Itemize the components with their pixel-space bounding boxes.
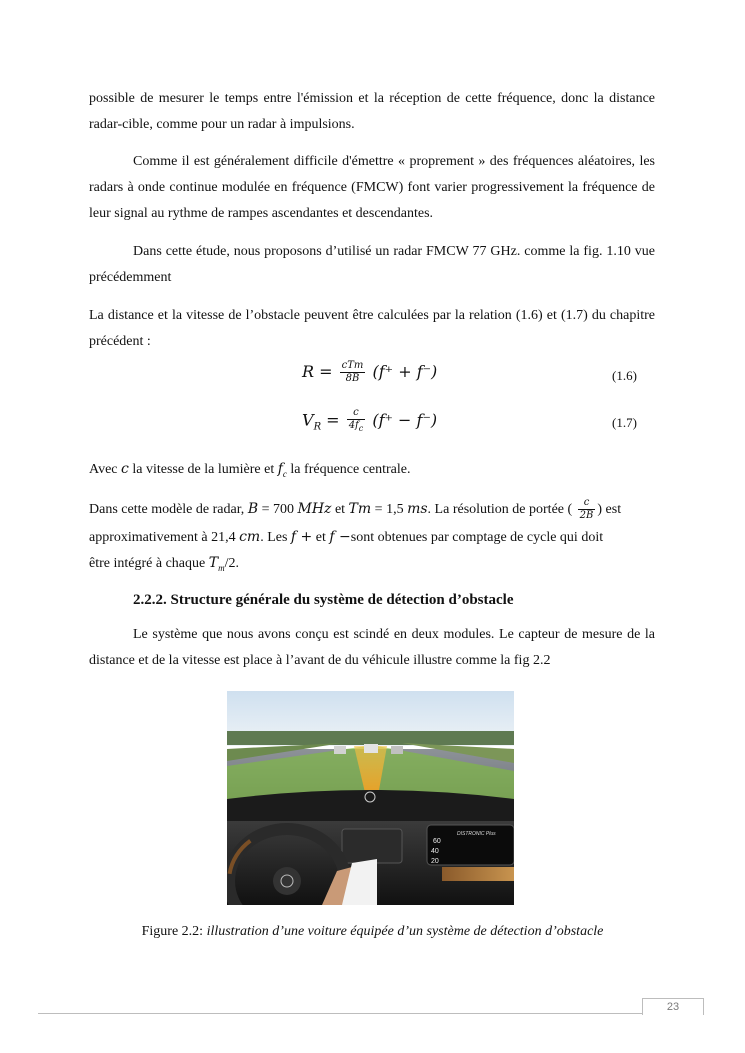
eq2-denominator <box>347 420 366 435</box>
model-cm: cm <box>239 529 261 545</box>
eq2-numerator: c <box>347 407 366 420</box>
center-display <box>342 829 402 863</box>
eq2-fraction <box>347 407 366 435</box>
model-line2-d: sont obtenues par comptage de cycle qui doit <box>350 530 604 545</box>
paragraph-5: Le système que nous avons conçu est scindé en deux modules. Le capteur de mesure de la distance et de la vitesse est place à l’avant de du véhicule illustre comme la fig 2.2 <box>89 627 655 668</box>
paragraph-4: La distance et la vitesse de l’obstacle peuvent être calculées par la relation (1.6) et (1.7) du chapitre précédent : <box>89 308 655 349</box>
caption-label: Figure 2.2: <box>141 924 207 939</box>
model-line3-sub: m <box>218 562 225 573</box>
paragraph-avec <box>89 456 655 487</box>
paragraph-1: possible de mesurer le temps entre l'émission et la réception de cette fréquence, donc la distance radar-cible, comme pour un radar à impulsions. <box>89 91 655 132</box>
model-frac-den: 2B <box>579 510 594 522</box>
avec-fsub: c <box>282 468 287 479</box>
section-heading: 2.2.2. Structure générale du système de détection d’obstacle <box>133 592 514 608</box>
model-fplus: f + <box>290 529 313 545</box>
treeline <box>227 731 514 745</box>
paragraph-3: Dans cette étude, nous proposons d’utilisé un radar FMCW 77 GHz. comme la fig. 1.10 vue précédemment <box>89 244 655 285</box>
figure-illustration <box>227 691 514 905</box>
figure-caption <box>0 924 745 940</box>
model-line2-c: et <box>312 530 330 545</box>
eq1-rhs: (f⁺ + f⁻) <box>372 362 438 381</box>
eq1-numerator: cTm <box>341 360 364 371</box>
model-line3-T: T <box>208 555 219 571</box>
eq2-lhs-sub: R <box>313 421 322 433</box>
gauge-60: 60 <box>433 838 441 845</box>
page-number: 23 <box>642 998 704 1015</box>
car-ahead-left <box>334 746 346 754</box>
eq2-equals: = <box>321 410 340 430</box>
model-tm: Tm <box>348 501 372 517</box>
avec-f: f <box>277 461 283 477</box>
avec-t2: la vitesse de la lumière et <box>128 462 278 477</box>
model-t2: = 700 <box>258 502 298 517</box>
equation-label-1-6: (1.6) <box>612 368 637 383</box>
equation-1-6 <box>302 360 437 385</box>
model-B: B <box>247 501 259 517</box>
wood-trim <box>442 867 514 881</box>
car-radar-illustration <box>227 691 514 905</box>
gauge-40: 40 <box>431 848 439 855</box>
model-t4: = 1,5 <box>371 502 408 517</box>
car-ahead-right <box>391 746 403 754</box>
gauge-20: 20 <box>431 858 439 865</box>
steering-hub <box>273 867 301 895</box>
dash-label: DISTRONIC Plus <box>457 831 496 837</box>
eq2-den-base: 4f <box>348 420 359 431</box>
car-ahead-center <box>364 744 378 753</box>
model-t1: Dans cette modèle de radar, <box>89 502 248 517</box>
avec-t3: la fréquence centrale. <box>286 462 411 477</box>
paragraph-model-line3 <box>89 550 655 581</box>
paragraph-model-line1 <box>89 496 655 523</box>
model-t5: . La résolution de portée ( <box>427 502 576 517</box>
eq2-den-sub: c <box>358 424 364 433</box>
caption-text: illustration d’une voiture équipée d’un système de détection d’obstacle <box>206 924 604 939</box>
model-fraction <box>578 497 596 522</box>
equation-1-7 <box>302 407 437 435</box>
paragraph-2: Comme il est généralement difficile d'émettre « proprement » des fréquences aléatoires, les radars à onde continue modulée en fréquence (FMCW) font varier progressivement la fréquence de leur signal au rythme de rampes ascendantes et descendantes. <box>89 154 655 221</box>
equation-label-1-7: (1.7) <box>612 415 637 430</box>
eq1-lhs: R = <box>302 362 333 381</box>
model-ms: ms <box>407 501 428 517</box>
model-frac-num: c <box>578 497 596 510</box>
avec-t1: Avec <box>89 462 121 477</box>
model-mhz: MHz <box>297 501 332 517</box>
eq2-rhs: (f⁺ − f⁻) <box>372 410 438 430</box>
model-fminus: f − <box>329 529 351 545</box>
paragraph-model-line2 <box>89 524 655 551</box>
model-line2-a: approximativement à 21,4 <box>89 530 240 545</box>
model-line3-b: /2. <box>224 556 239 571</box>
eq2-lhs: V <box>302 410 314 430</box>
model-line3-a: être intégré à chaque <box>89 556 209 571</box>
model-t3: et <box>331 502 349 517</box>
footer-rule <box>38 1013 703 1014</box>
eq1-fraction <box>340 360 366 385</box>
model-line2-b: . Les <box>260 530 291 545</box>
avec-c: c <box>121 461 129 477</box>
eq1-denominator: 8B <box>345 373 360 384</box>
model-t6: ) est <box>597 502 622 517</box>
